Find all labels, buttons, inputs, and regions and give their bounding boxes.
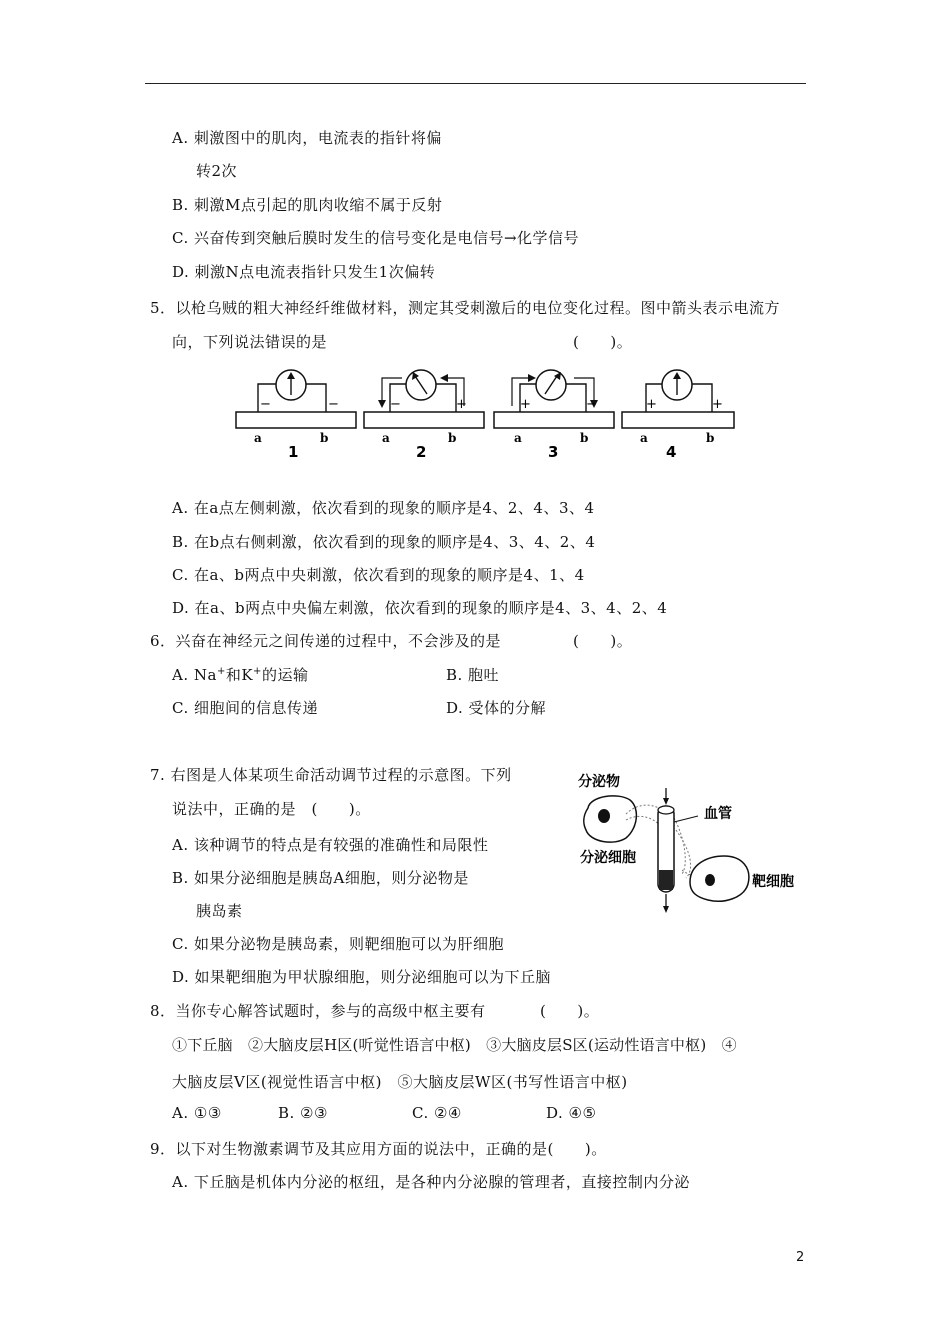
q7-option-b-cont: 胰岛素 (196, 902, 243, 920)
q8-items: ①下丘脑 ②大脑皮层H区(听觉性语言中枢) ③大脑皮层S区(运动性语言中枢) ④ (172, 1036, 737, 1054)
q4-option-a-cont: 转2次 (196, 162, 238, 180)
q8-option-b: B. ②③ (278, 1104, 328, 1122)
q8-option-a: A. ①③ (172, 1104, 222, 1122)
q7-stem: 7. 右图是人体某项生命活动调节过程的示意图。下列 (150, 766, 512, 784)
label-a: a (254, 431, 262, 445)
q6-option-a: A. Na+和K+的运输 (172, 666, 309, 684)
q8-stem: 8．当你专心解答试题时，参与的高级中枢主要有 (150, 1002, 486, 1020)
q4-option-b: B. 刺激M点引起的肌肉收缩不属于反射 (172, 196, 443, 214)
q7-option-c: C. 如果分泌物是胰岛素，则靶细胞可以为肝细胞 (172, 935, 504, 953)
right-sign: − (586, 397, 597, 412)
right-sign: + (712, 397, 723, 412)
left-sign: + (646, 397, 657, 412)
q5-stem: 5．以枪乌贼的粗大神经纤维做材料，测定其受刺激后的电位变化过程。图中箭头表示电流方 (150, 299, 781, 317)
left-sign: − (390, 397, 401, 412)
q7-option-a: A. 该种调节的特点是有较强的准确性和局限性 (172, 836, 489, 854)
q4-option-d: D. 刺激N点电流表指针只发生1次偏转 (172, 263, 436, 281)
panel-4 (622, 370, 734, 460)
q7-option-b: B. 如果分泌细胞是胰岛A细胞，则分泌物是 (172, 869, 469, 887)
label-a: a (640, 431, 648, 445)
label-b: b (320, 431, 329, 445)
page-number: 2 (796, 1250, 805, 1265)
q5-option-b: B. 在b点右侧刺激，依次看到的现象的顺序是4、3、4、2、4 (172, 533, 596, 551)
target-cell-label: 靶细胞 (752, 874, 794, 890)
q8-items-cont: 大脑皮层V区(视觉性语言中枢) ⑤大脑皮层W区(书写性语言中枢) (172, 1073, 628, 1091)
q4-option-c: C. 兴奋传到突触后膜时发生的信号变化是电信号→化学信号 (172, 229, 580, 247)
q6-option-c: C. 细胞间的信息传递 (172, 699, 318, 717)
panel-number: 1 (288, 443, 299, 460)
q7-stem-cont: 说法中，正确的是 ( )。 (172, 800, 371, 818)
secretory-cell (584, 796, 637, 842)
q9-option-a: A. 下丘脑是机体内分泌的枢纽，是各种内分泌腺的管理者，直接控制内分泌 (172, 1173, 690, 1191)
secretory-cell-label: 分泌细胞 (580, 850, 636, 866)
header-rule (145, 83, 806, 84)
target-cell-nucleus (705, 874, 715, 886)
target-cell (690, 856, 749, 901)
q7-figure (578, 770, 808, 920)
q6-option-d: D. 受体的分解 (446, 699, 547, 717)
panel-3 (494, 370, 614, 460)
q5-option-c: C. 在a、b两点中央刺激，依次看到的现象的顺序是4、1、4 (172, 566, 585, 584)
q8-option-c: C. ②④ (412, 1104, 462, 1122)
label-b: b (580, 431, 589, 445)
q5-option-d: D. 在a、b两点中央偏左刺激，依次看到的现象的顺序是4、3、4、2、4 (172, 599, 668, 617)
q8-answer-blank: ( )。 (540, 1002, 600, 1020)
nerve-fiber (236, 412, 356, 428)
q5-answer-blank: ( )。 (573, 333, 633, 351)
secretory-cell-nucleus (598, 809, 610, 823)
label-a: a (382, 431, 390, 445)
q8-option-d: D. ④⑤ (546, 1104, 597, 1122)
q6-option-b: B. 胞吐 (446, 666, 500, 684)
label-b: b (448, 431, 457, 445)
panel-number: 4 (666, 443, 677, 460)
right-sign: + (456, 397, 467, 412)
q5-option-a: A. 在a点左侧刺激，依次看到的现象的顺序是4、2、4、3、4 (172, 499, 595, 517)
vessel-label: 血管 (704, 806, 732, 822)
q9-stem: 9．以下对生物激素调节及其应用方面的说法中，正确的是( )。 (150, 1140, 607, 1158)
label-a: a (514, 431, 522, 445)
left-sign: − (260, 397, 271, 412)
q7-option-d: D. 如果靶细胞为甲状腺细胞，则分泌细胞可以为下丘脑 (172, 968, 552, 986)
panel-2 (364, 370, 484, 460)
q5-figure (230, 360, 740, 460)
q6-answer-blank: ( )。 (573, 632, 633, 650)
q6-stem: 6．兴奋在神经元之间传递的过程中，不会涉及的是 (150, 632, 502, 650)
q5-stem-cont: 向，下列说法错误的是 (172, 333, 328, 351)
panel-number: 3 (548, 443, 559, 460)
q4-option-a: A. 刺激图中的肌肉，电流表的指针将偏 (172, 129, 442, 147)
panel-number: 2 (416, 443, 427, 460)
right-sign: − (328, 397, 339, 412)
panel-1 (236, 370, 356, 460)
secretion-label: 分泌物 (578, 774, 620, 790)
label-b: b (706, 431, 715, 445)
left-sign: + (520, 397, 531, 412)
